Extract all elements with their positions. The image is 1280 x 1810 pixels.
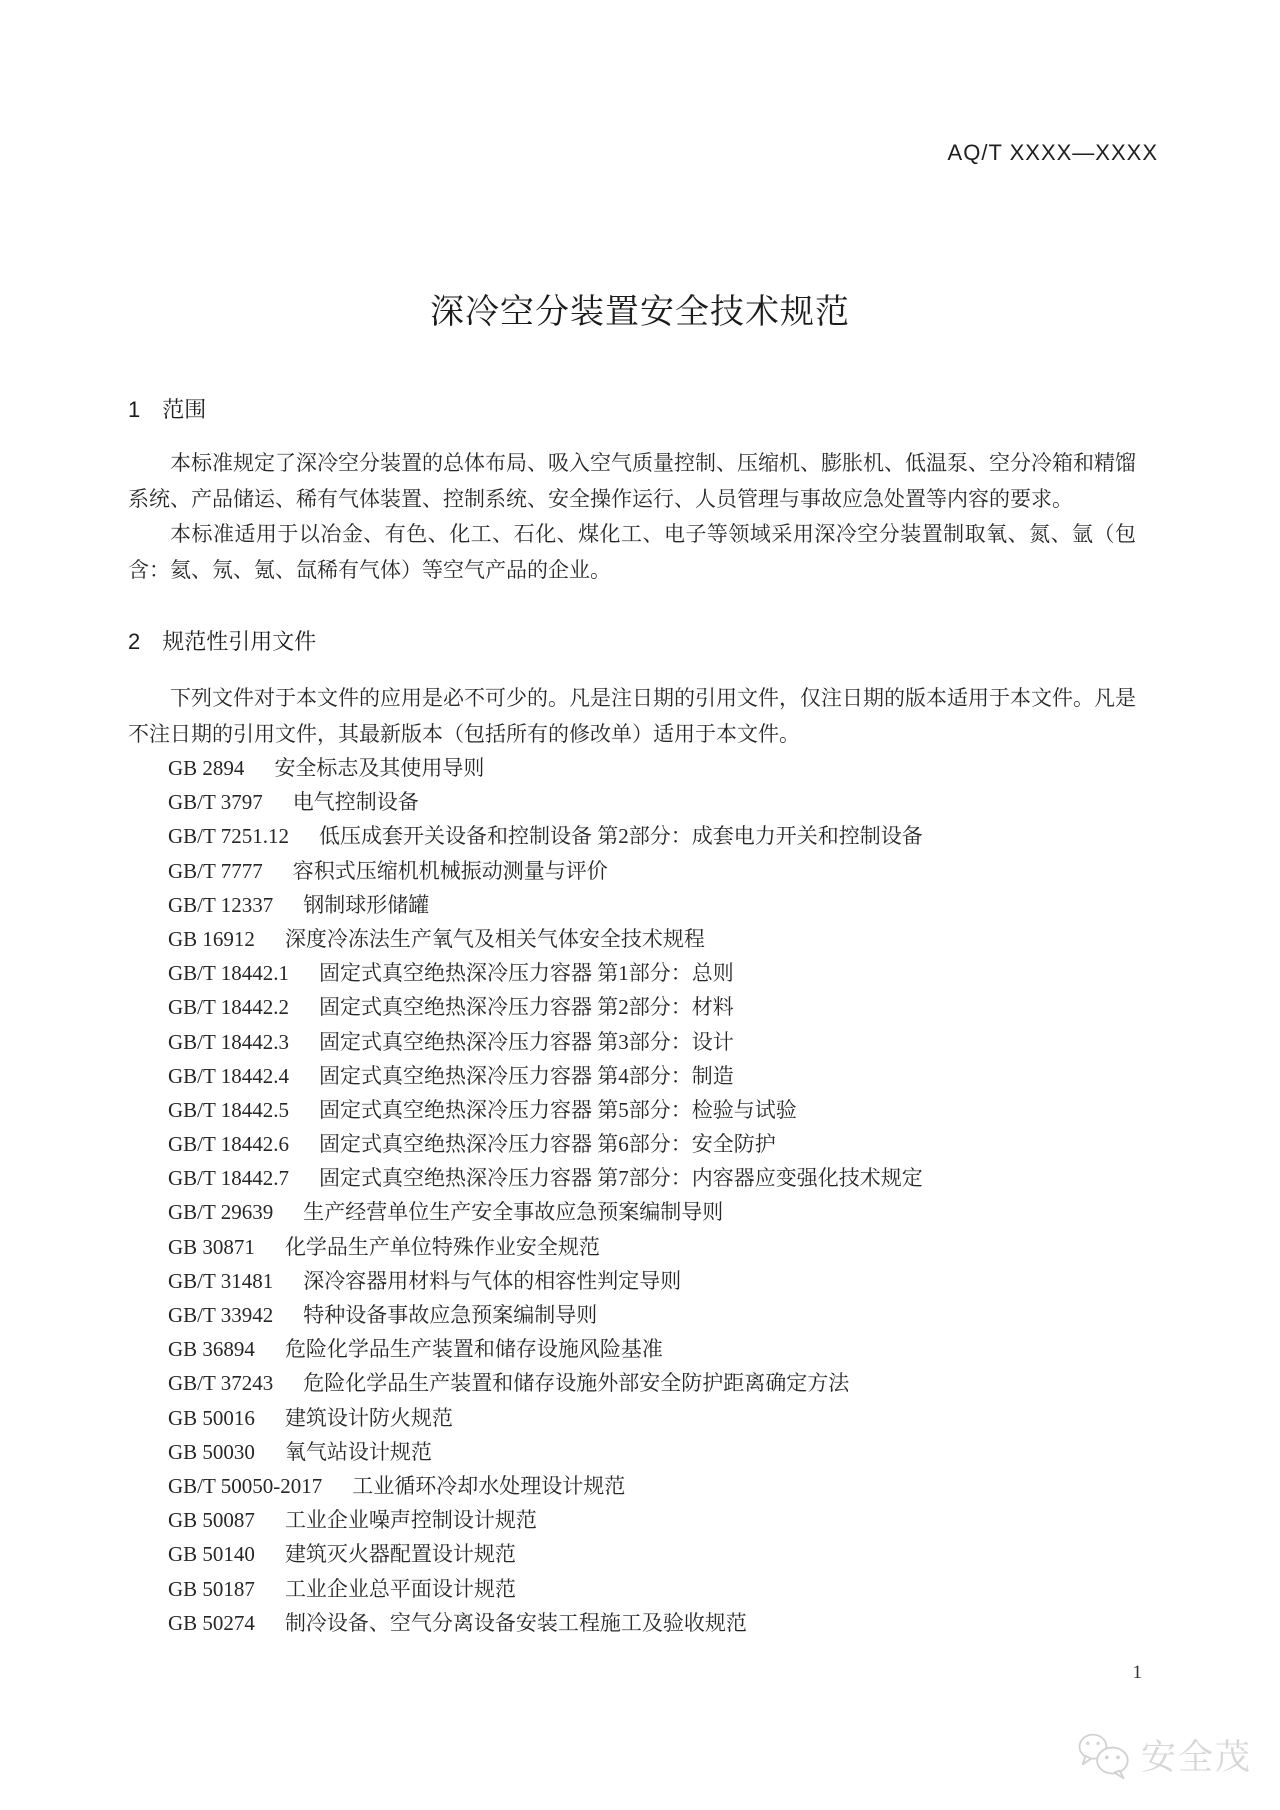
section-1-title: 范围	[162, 397, 207, 422]
reference-title: 生产经营单位生产安全事故应急预案编制导则	[303, 1200, 724, 1225]
reference-row	[168, 1401, 1158, 1435]
reference-row	[168, 751, 1158, 785]
reference-code: GB 36894	[168, 1337, 255, 1362]
reference-row	[168, 1093, 1158, 1127]
reference-title: 固定式真空绝热深冷压力容器 第1部分：总则	[318, 961, 734, 986]
reference-title: 危险化学品生产装置和储存设施风险基准	[284, 1337, 663, 1362]
reference-code: GB/T 29639	[168, 1200, 274, 1225]
reference-code: GB 50016	[168, 1405, 255, 1430]
reference-title: 固定式真空绝热深冷压力容器 第2部分：材料	[318, 995, 734, 1020]
scope-paragraph-2: 本标准适用于以冶金、有色、化工、石化、煤化工、电子等领域采用深冷空分装置制取氧、氮、氩（包含：氦、氖、氪、氙稀有气体）等空气产品的企业。	[128, 522, 1136, 582]
reference-code: GB/T 37243	[168, 1371, 274, 1396]
section-1-number: 1	[128, 397, 141, 422]
reference-code: GB/T 50050-2017	[168, 1473, 323, 1498]
reference-title: 深冷容器用材料与气体的相容性判定导则	[303, 1268, 682, 1293]
reference-code: GB/T 18442.3	[168, 1029, 289, 1054]
page-number: 1	[1132, 1662, 1142, 1683]
scope-paragraph-1: 本标准规定了深冷空分装置的总体布局、吸入空气质量控制、压缩机、膨胀机、低温泵、空分冷箱和精馏系统、产品储运、稀有气体装置、控制系统、安全操作运行、人员管理与事故应急处置等内容的要求。	[128, 451, 1136, 511]
reference-title: 低压成套开关设备和控制设备 第2部分：成套电力开关和控制设备	[318, 824, 923, 849]
reference-code: GB/T 12337	[168, 892, 274, 917]
reference-title: 深度冷冻法生产氧气及相关气体安全技术规程	[284, 926, 705, 951]
reference-row	[168, 1059, 1158, 1093]
reference-row	[168, 1572, 1158, 1606]
reference-title: 建筑设计防火规范	[284, 1405, 453, 1430]
reference-code: GB/T 18442.5	[168, 1097, 289, 1122]
reference-row	[168, 1503, 1158, 1537]
reference-code: GB 50030	[168, 1439, 255, 1464]
reference-code: GB/T 3797	[168, 790, 263, 815]
reference-row	[168, 785, 1158, 819]
reference-code: GB/T 18442.4	[168, 1063, 289, 1088]
reference-title: 固定式真空绝热深冷压力容器 第7部分：内容器应变强化技术规定	[318, 1166, 923, 1191]
reference-row	[168, 888, 1158, 922]
reference-row	[168, 854, 1158, 888]
reference-row	[168, 1025, 1158, 1059]
reference-code: GB/T 18442.2	[168, 995, 289, 1020]
reference-row	[168, 956, 1158, 990]
section-2-heading	[128, 625, 316, 656]
reference-code: GB 50140	[168, 1542, 255, 1567]
reference-code: GB/T 18442.1	[168, 961, 289, 986]
reference-code: GB 16912	[168, 926, 255, 951]
reference-title: 固定式真空绝热深冷压力容器 第4部分：制造	[318, 1063, 734, 1088]
reference-row	[168, 1298, 1158, 1332]
scope-paragraphs	[128, 446, 1136, 588]
reference-title: 工业循环冷却水处理设计规范	[352, 1473, 626, 1498]
reference-title: 化学品生产单位特殊作业安全规范	[284, 1234, 600, 1259]
reference-title: 安全标志及其使用导则	[274, 756, 485, 780]
reference-row	[168, 1161, 1158, 1195]
reference-row	[168, 1537, 1158, 1571]
reference-list	[168, 751, 1158, 1640]
reference-title: 工业企业噪声控制设计规范	[284, 1508, 537, 1533]
reference-row	[168, 1332, 1158, 1366]
section-2-number: 2	[128, 629, 141, 654]
reference-title: 特种设备事故应急预案编制导则	[303, 1303, 598, 1327]
reference-code: GB 2894	[168, 756, 245, 780]
reference-title: 工业企业总平面设计规范	[284, 1576, 516, 1601]
reference-title: 固定式真空绝热深冷压力容器 第5部分：检验与试验	[318, 1097, 797, 1122]
reference-code: GB/T 7777	[168, 858, 263, 883]
reference-code: GB/T 18442.7	[168, 1166, 289, 1191]
watermark	[1077, 1730, 1252, 1780]
reference-title: 容积式压缩机机械振动测量与评价	[292, 858, 608, 883]
reference-row	[168, 922, 1158, 956]
reference-code: GB/T 7251.12	[168, 824, 289, 849]
reference-title: 氧气站设计规范	[284, 1439, 432, 1464]
section-2-title: 规范性引用文件	[162, 629, 317, 654]
reference-code: GB 30871	[168, 1234, 255, 1259]
reference-code: GB 50187	[168, 1576, 255, 1601]
reference-row	[168, 1195, 1158, 1229]
reference-title: 固定式真空绝热深冷压力容器 第3部分：设计	[318, 1029, 734, 1054]
reference-title: 建筑灭火器配置设计规范	[284, 1542, 516, 1567]
reference-title: 固定式真空绝热深冷压力容器 第6部分：安全防护	[318, 1132, 776, 1157]
reference-row	[168, 819, 1158, 853]
reference-title: 危险化学品生产装置和储存设施外部安全防护距离确定方法	[303, 1371, 850, 1396]
reference-code: GB 50087	[168, 1508, 255, 1533]
reference-row	[168, 1366, 1158, 1400]
reference-row	[168, 1264, 1158, 1298]
reference-code: GB/T 18442.6	[168, 1132, 289, 1157]
doc-number: AQ/T XXXX—XXXX	[947, 140, 1158, 165]
references-intro	[128, 681, 1136, 752]
reference-row	[168, 1127, 1158, 1161]
reference-code: GB/T 31481	[168, 1268, 274, 1293]
references-intro-paragraph: 下列文件对于本文件的应用是必不可少的。凡是注日期的引用文件，仅注日期的版本适用于本文件。凡是不注日期的引用文件，其最新版本（包括所有的修改单）适用于本文件。	[128, 686, 1136, 746]
reference-title: 电气控制设备	[292, 790, 419, 815]
wechat-chat-bubbles-icon	[1077, 1730, 1133, 1780]
reference-row	[168, 1435, 1158, 1469]
section-1-heading	[128, 393, 206, 424]
reference-row	[168, 1469, 1158, 1503]
reference-row	[168, 990, 1158, 1024]
page-title: 深冷空分装置安全技术规范	[430, 293, 850, 331]
reference-row	[168, 1606, 1158, 1640]
reference-title: 钢制球形储罐	[303, 892, 430, 917]
watermark-label: 安全茂	[1140, 1738, 1252, 1777]
reference-row	[168, 1230, 1158, 1264]
reference-title: 制冷设备、空气分离设备安装工程施工及验收规范	[284, 1610, 747, 1635]
reference-code: GB/T 33942	[168, 1303, 274, 1327]
reference-code: GB 50274	[168, 1610, 255, 1635]
